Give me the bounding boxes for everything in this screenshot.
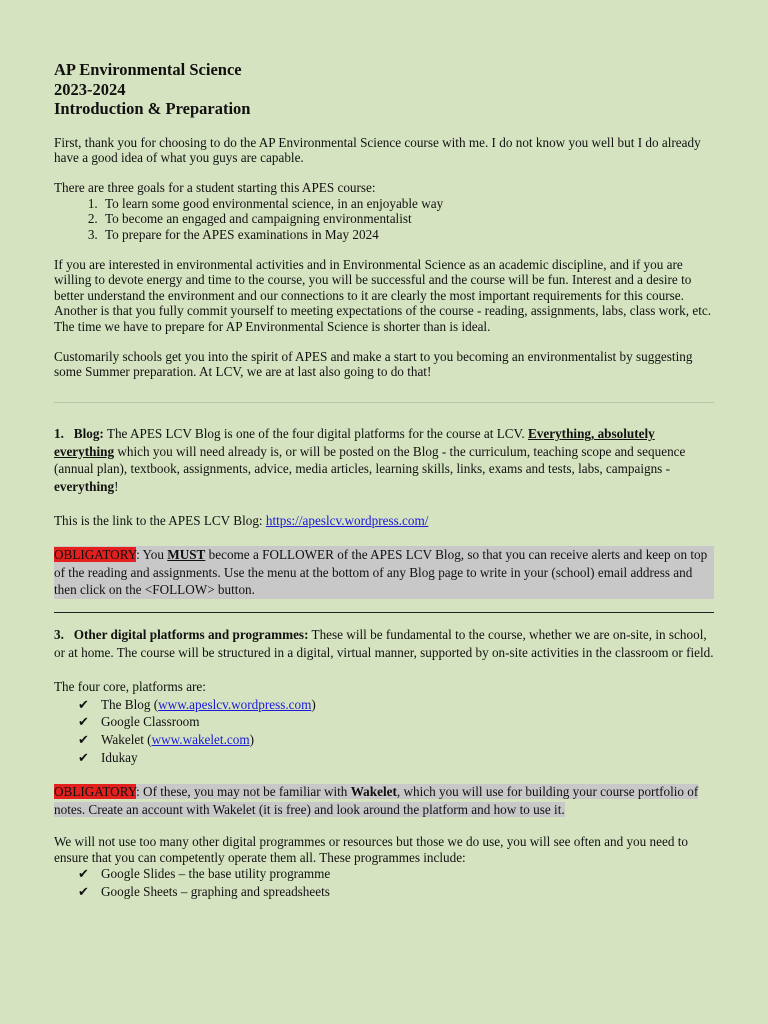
blog-emphasis: Everything, absolutely everything [54, 425, 655, 459]
obligatory-label: OBLIGATORY [54, 546, 137, 562]
oblig-text-b: become a FOLLOWER of the APES LCV Blog, so that you can receive alerts and keep on top of the reading and assignments. Use the menu at the bottom of any Blog page to write in your (school) email address and then click on the <FOLLOW> button. [54, 546, 708, 598]
checkmark-icon: ✔ [78, 883, 90, 899]
goals-list [54, 196, 714, 242]
blog-section [54, 425, 714, 496]
platform-link[interactable]: www.apeslcv.wordpress.com [158, 696, 312, 712]
platform-item [78, 731, 714, 749]
platform-item [78, 749, 714, 767]
document-year: 2023-2024 [54, 79, 126, 99]
must-text: MUST [167, 546, 206, 562]
checkmark-icon: ✔ [78, 866, 90, 882]
goal-item: 3. To prepare for the APES examinations in May 2024 [101, 227, 714, 242]
blog-heading: Blog: [73, 425, 104, 441]
platform-post: ) [311, 696, 316, 712]
blog-text-b: which you will need already is, or will be posted on the Blog - the curriculum, teaching scope and sequence (annual plan), textbook, assignments, advice, media articles, learning skills, links, exams and tests, labs, campaigns - [54, 443, 686, 477]
platform-link[interactable]: www.wakelet.com [151, 732, 250, 748]
programme-name: Google Sheets – graphing and spreadsheets [101, 883, 330, 899]
platforms-number: 3. [54, 627, 64, 643]
platforms-section [54, 626, 714, 662]
summer-paragraph: Customarily schools get you into the spirit of APES and make a start to you becoming an environmentalist by suggesting some Summer preparation. At LCV, we are at last also going to do that! [54, 348, 693, 380]
programme-item [78, 865, 714, 883]
goal-item: 1. To learn some good environmental science, in an enjoyable way [101, 196, 714, 211]
platforms-list-intro: The four core, platforms are: [54, 678, 206, 694]
oblig-text-a: : You [136, 546, 168, 562]
programmes-intro: We will not use too many other digital programmes or resources but those we do use, you will see often and you need to ensure that you can competently operate them all. These programmes include: [54, 834, 688, 865]
oblig-text-a: : Of these, you may not be familiar with [136, 783, 351, 799]
programmes-list [54, 865, 714, 901]
wakelet-obligatory-notice [54, 783, 714, 819]
section-divider [54, 402, 714, 403]
goals-intro: There are three goals for a student starting this APES course: [54, 180, 376, 196]
blog-bold-end: everything [54, 479, 115, 495]
platform-item [78, 696, 714, 714]
blog-text-a: The APES LCV Blog is one of the four digital platforms for the course at LCV. [103, 425, 528, 441]
goal-item: 2. To become an engaged and campaigning environmentalist [101, 211, 714, 226]
programme-name: Google Slides – the base utility programme [101, 866, 331, 882]
blog-text-c: ! [114, 479, 119, 495]
platforms-text: These will be fundamental to the course, whether we are on-site, in school, or at home. The course will be structured in a digital, virtual manner, supported by on-site activities in the classroom or field. [54, 627, 714, 660]
section-divider [54, 612, 714, 613]
blog-link-prefix: This is the link to the APES LCV Blog: [54, 512, 266, 528]
oblig-text-b: , which you will use for building your course portfolio of notes. Create an account with Wakelet (it is free) and look around the platform and how to use it. [54, 783, 699, 817]
programme-item [78, 883, 714, 901]
checkmark-icon: ✔ [78, 696, 90, 712]
platforms-list [54, 696, 714, 767]
blog-link[interactable]: https://apeslcv.wordpress.com/ [265, 512, 429, 528]
checkmark-icon: ✔ [78, 714, 90, 730]
document-subtitle: Introduction & Preparation [54, 99, 251, 118]
wakelet-bold: Wakelet [350, 783, 397, 799]
blog-number: 1. [54, 425, 64, 441]
blog-obligatory-notice [54, 546, 714, 599]
obligatory-label: OBLIGATORY [54, 783, 137, 799]
platform-name: Google Classroom [101, 714, 200, 730]
interest-paragraph: If you are interested in environmental activities and in Environmental Science as an academic discipline, and if you are willing to devote energy and time to the course, you will be successful and the course will be fun. Interest and a desire to better understand the environment and our connections to it are clearly the most important requirements for this course. Another is that you fully commit yourself to meeting expectations of the course - reading, assignments, labs, class work, etc. The time we have to prepare for AP Environmental Science is shorter than is ideal. [54, 256, 712, 334]
platforms-heading: Other digital platforms and programmes: [73, 627, 309, 643]
document-title: AP Environmental Science [54, 60, 242, 79]
platform-name: The Blog ( [101, 696, 159, 712]
platform-post: ) [249, 732, 254, 748]
intro-paragraph: First, thank you for choosing to do the AP Environmental Science course with me. I do not know you well but I do already have a good idea of what you guys are capable. [54, 134, 701, 165]
checkmark-icon: ✔ [78, 732, 90, 748]
platform-name: Wakelet ( [101, 732, 152, 748]
platform-name: Idukay [101, 749, 138, 765]
platform-item [78, 713, 714, 731]
blog-link-line [54, 512, 714, 530]
checkmark-icon: ✔ [78, 749, 90, 765]
